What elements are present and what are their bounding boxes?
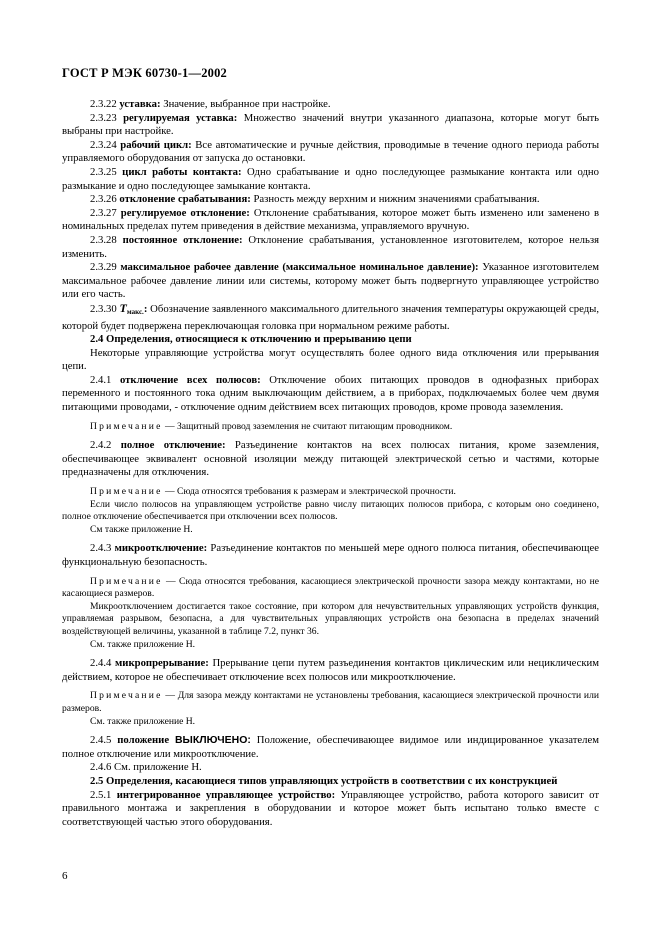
definition-2-4-2: 2.4.2 полное отключение: Разъединение контактов на всех полюсах питания, кроме заземления, обеспечивающее эквивалент основной изоляции между питающей электрической сетью и частями, которые предназначены для отключения. [62,439,599,479]
definition-2-3-25: 2.3.25 цикл работы контакта: Одно срабатывание и одно последующее размыкание контакта или одно размыкание и одно последующее замыкание контакта. [62,165,599,192]
document-body [62,98,599,829]
definition-2-3-23: 2.3.23 регулируемая уставка: Множество значений внутри указанного диапазона, которые могут быть выбраны при настройке. [62,111,600,138]
note-2-4-2: Примечание — Сюда относятся требования к размерам и электрической прочности. [90,486,456,498]
note-2-4-2-body: Если число полюсов на управляющем устройстве равно числу питающих полюсов прибора, с которым оно соединено, полное отключение обеспечивается при отключении всех полюсов. [62,498,599,523]
section-2-4-intro: Некоторые управляющие устройства могут осуществлять более одного вида отключения или прерывания цепи. [62,346,599,373]
definition-2-3-24: 2.3.24 рабочий цикл: Все автоматические и ручные действия, проводимые в течение одного периода работы управляемого оборудования от запуска до остановки. [62,138,599,165]
note-2-4-1: Примечание — Защитный провод заземления не считают питающим проводником. [90,420,453,432]
document-header: ГОСТ Р МЭК 60730-1—2002 [62,66,227,80]
definition-2-3-22: 2.3.22 уставка: Значение, выбранное при настройке. [90,98,331,110]
definition-2-3-26: 2.3.26 отклонение срабатывания: Разность между верхним и нижним значениями срабатывания. [90,193,540,206]
definition-2-4-3: 2.4.3 микроотключение: Разъединение контактов по меньшей мере одного полюса питания, обеспечивающее функциональную безопасность. [62,542,600,568]
section-2-5-title: 2.5 Определения, касающиеся типов управляющих устройств в соответствии с их конструкцией [90,774,558,787]
definition-2-3-29: 2.3.29 максимальное рабочее давление (максимальное номинальное давление): Указанное изготовителем максимальное рабочее давление линии или системы, которому может быть подвергнуто управляющее устройство или его часть. [62,261,599,301]
note-2-4-2-ref: См также приложение Н. [90,523,193,535]
definition-2-3-28: 2.3.28 постоянное отклонение: Отклонение срабатывания, установленное изготовителем, которое нельзя изменить. [62,233,600,260]
page-number: 6 [62,870,68,882]
definition-2-4-4: 2.4.4 микропрерывание: Прерывание цепи путем разъединения контактов циклическим или нециклическим действием, которое не обеспечивает отключение всех полюсов или микроотключение. [62,657,599,683]
note-2-4-4: Примечание — Для зазора между контактами не установлены требования, касающиеся электрической прочности или размеров. [62,690,599,714]
definition-2-3-30: 2.3.30 $T_{макс.}$: Обозначение заявленного максимального длительного значения температуры окружающей среды, которой будет подвержена переключающая головка при нормальном режиме работы. [62,300,600,332]
definition-2-4-6: 2.4.6 См. приложение Н. [90,761,202,774]
note-2-4-3-ref: См. также приложение Н. [90,638,196,650]
definition-2-4-1: 2.4.1 отключение всех полюсов: Отключение обоих питающих проводов в однофазных приборах переменного и постоянного тока одним выключающим действием, а в приборах, подключаемых более чем двумя питающими проводами, - отключение одним действием всех питающих проводов, кроме провода заземления. [62,373,599,414]
note-2-4-4-ref: См. также приложение Н. [90,715,196,727]
definition-2-5-1: 2.5.1 интегрированное управляющее устройство: Управляющее устройство, работа которого зависит от правильного монтажа и закрепления в оборудовании и которое может быть испытано только вместе с соответствующей частью этого оборудования. [62,788,600,828]
note-2-4-3: Примечание — Сюда относятся требования, касающиеся электрической прочности зазора между контактами, но не касающиеся размеров. [62,575,599,600]
note-2-4-3-body: Микроотключением достигается такое состояние, при котором для нечувствительных управляющих устройств функция, управляемая разрывом, безопасна, а для чувствительных управляющих устройств она безопасна в пределах значений воздействующей величины, указанной в таблице 7.2, пункт 36. [62,600,599,637]
section-2-4-title: 2.4 Определения, относящиеся к отключению и прерыванию цепи [90,333,412,346]
definition-2-3-27: 2.3.27 регулируемое отклонение: Отклонение срабатывания, которое может быть изменено или заменено в номинальных пределах путем приведения в действие механизма, управляемого вручную. [62,206,599,233]
definition-2-4-5: 2.4.5 положение ВЫКЛЮЧЕНО: Положение, обеспечивающее видимое или индицированное указателем полное отключение или микроотключение. [62,734,600,760]
